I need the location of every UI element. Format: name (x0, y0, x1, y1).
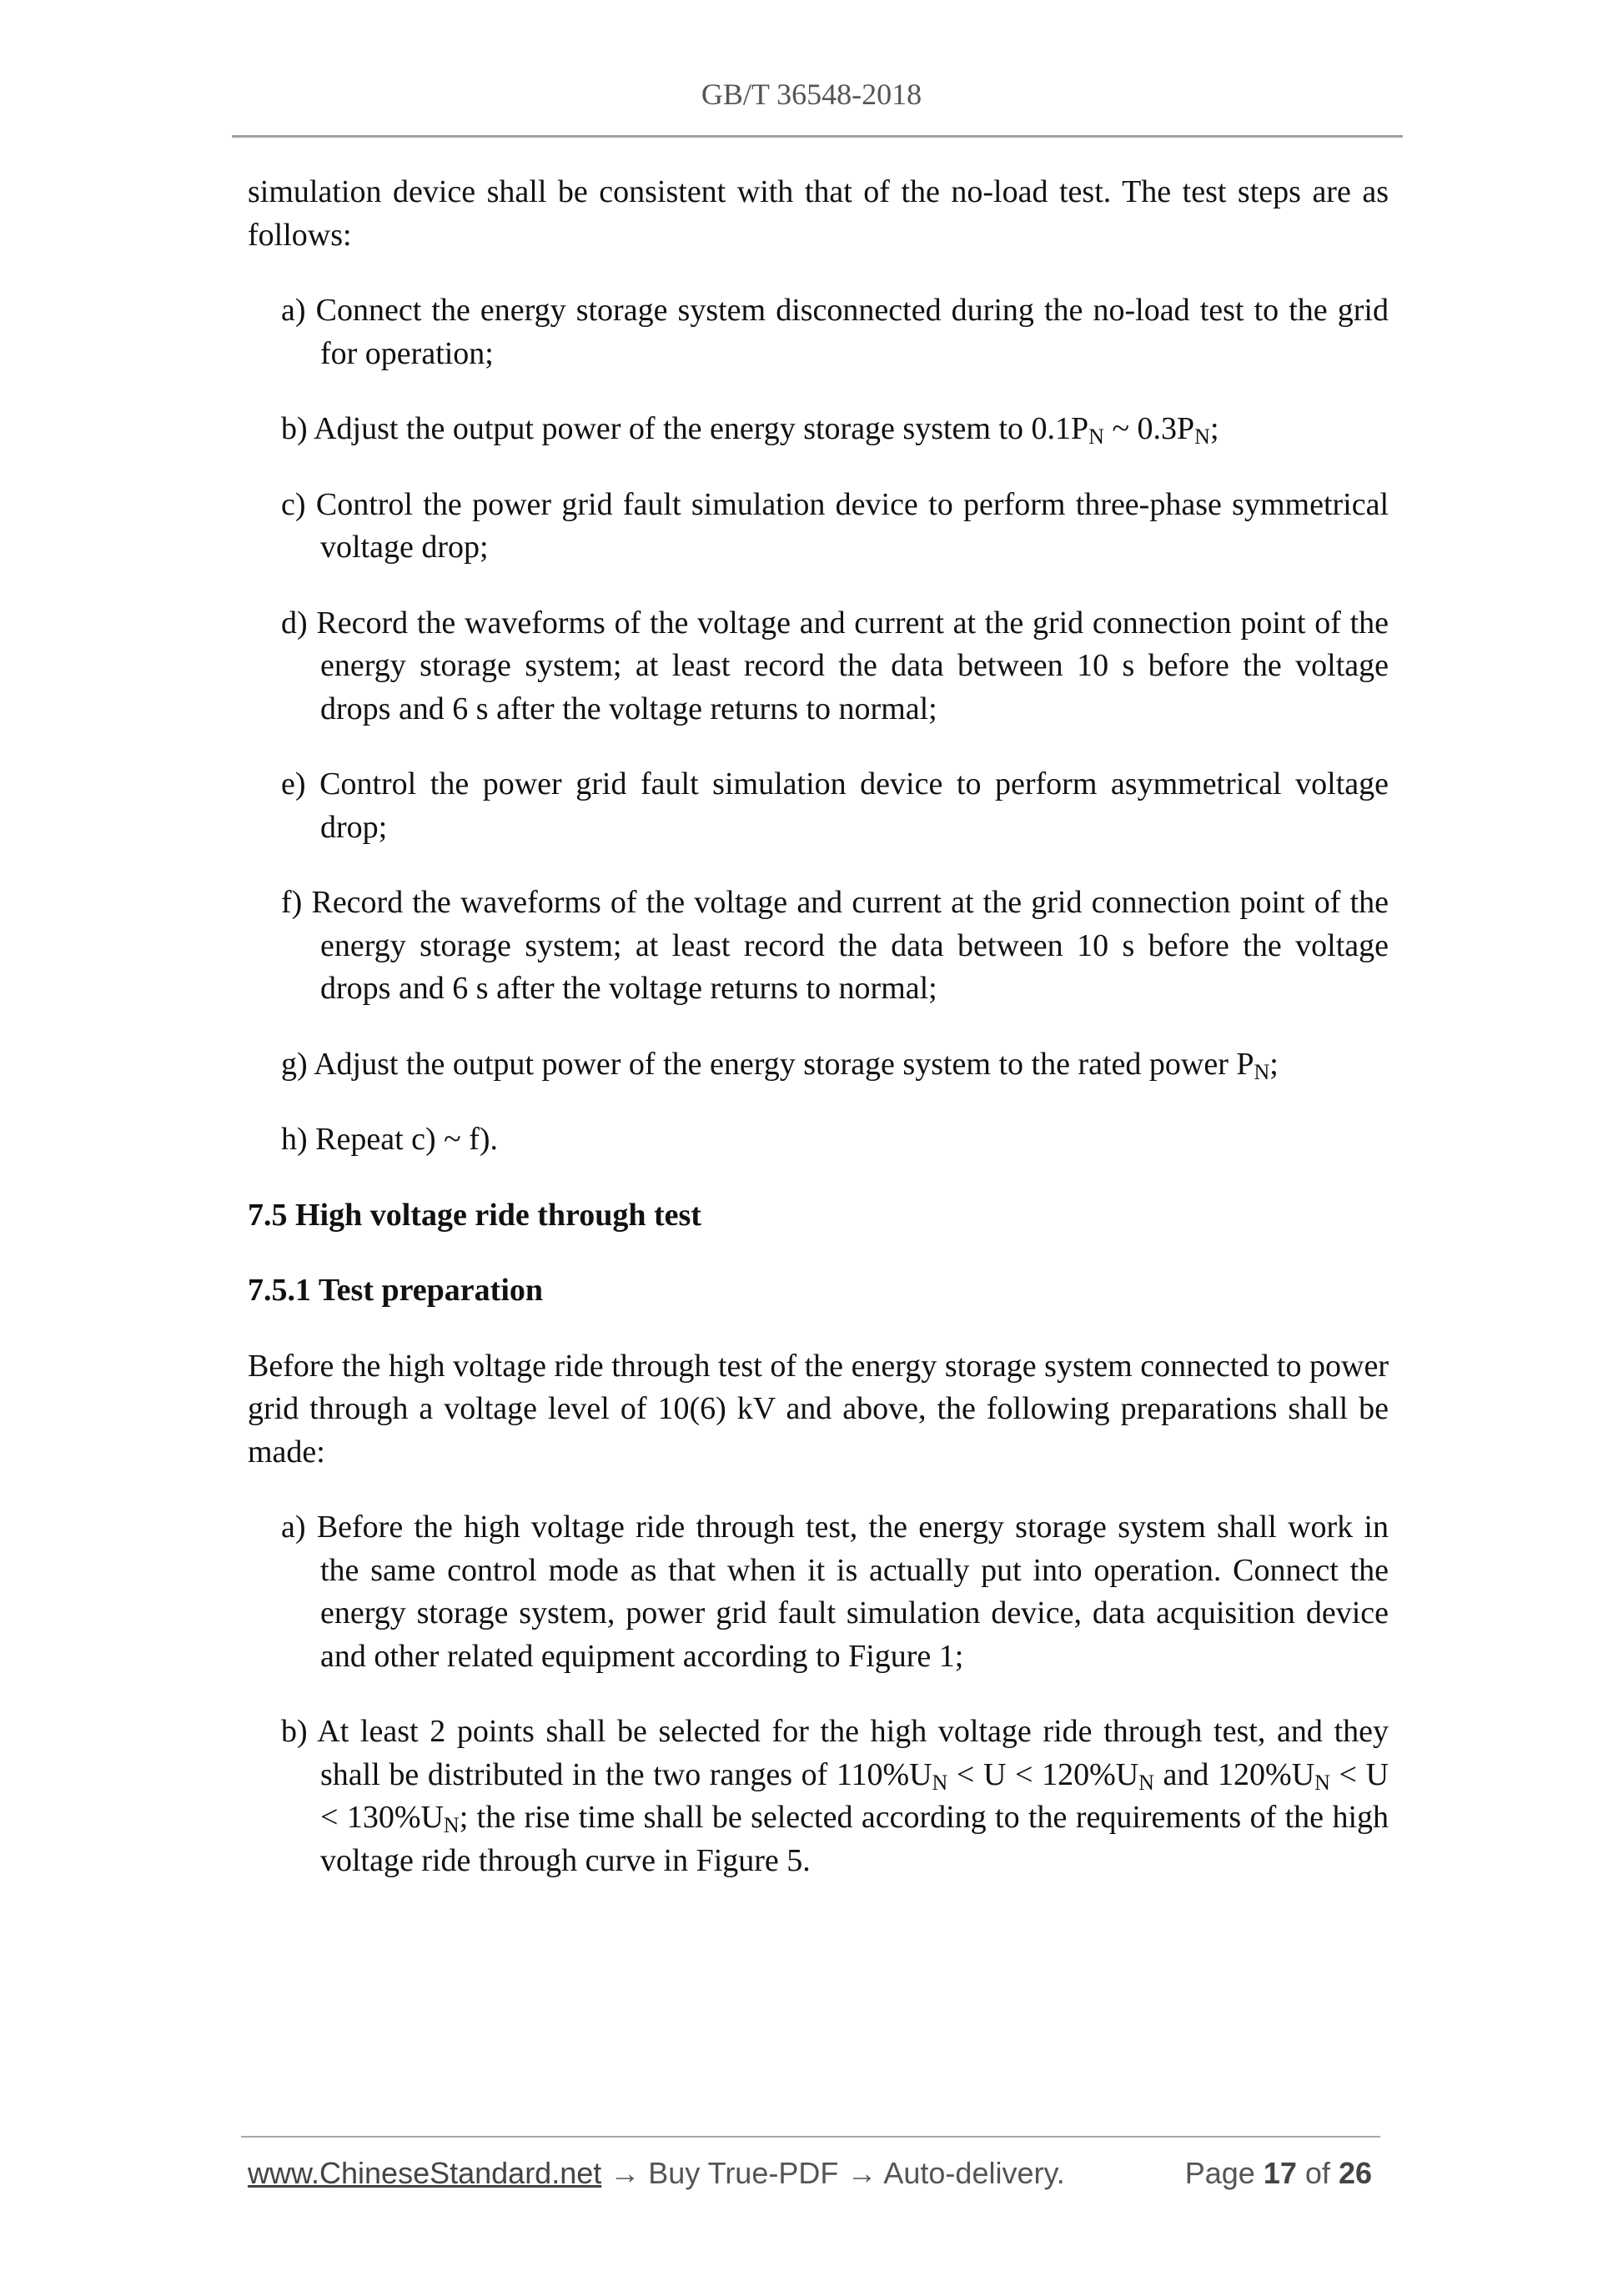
intro-paragraph: simulation device shall be consistent with that of the no-load test. The test steps are as follows: (248, 174, 1389, 253)
step-label: f) (281, 885, 303, 920)
step-b: b) Adjust the output power of the energy storage system to $0.1P_N$ ~ $0.3P_N$; (281, 411, 1219, 449)
step-c (248, 484, 1389, 570)
step-g: g) Adjust the output power of the energy storage system to the rated power $P_N$; (281, 1046, 1279, 1084)
page-footer (248, 2156, 1380, 2198)
header-divider (232, 135, 1403, 138)
step-a (248, 289, 1389, 375)
current-page: 17 (1263, 2156, 1297, 2190)
step-text: Record the waveforms of the voltage and current at the grid connection point of the energy storage system; at least record the data between 10 s before the voltage drops and 6 s after the voltage returns to normal; (316, 605, 1389, 726)
page-content (248, 171, 1389, 1915)
buy-text: Buy True-PDF (648, 2156, 839, 2190)
subsection-heading: 7.5.1 Test preparation (248, 1273, 544, 1308)
arrow-right-icon: → (610, 2156, 641, 2190)
total-pages: 26 (1338, 2156, 1372, 2190)
prep-item-a (248, 1506, 1389, 1678)
step-label: g) (281, 1046, 308, 1082)
footer-promo (248, 2156, 1065, 2191)
step-text: Connect the energy storage system disconnected during the no-load test to the grid for operation; (315, 293, 1389, 371)
step-e (248, 763, 1389, 849)
item-label: b) (281, 1714, 308, 1749)
step-text: Record the waveforms of the voltage and current at the grid connection point of the energy storage system; at least record the data between 10 s before the voltage drops and 6 s after the voltage returns to normal; (311, 885, 1389, 1006)
footer-divider (241, 2136, 1380, 2138)
item-text: Before the high voltage ride through test, the energy storage system shall work in the same control mode as that when it is actually put into operation. Connect the energy storage system, power grid fault simulation device, data acquisition device and other related equipment according to Figure 1; (316, 1510, 1389, 1674)
step-text: Control the power grid fault simulation device to perform three-phase symmetrical voltage drop; (315, 486, 1389, 565)
step-label: b) (281, 411, 308, 446)
prep-intro-paragraph: Before the high voltage ride through test of the energy storage system connected to power grid through a voltage level of 10(6) kV and above, the following preparations shall be made: (248, 1348, 1389, 1470)
step-label: e) (281, 766, 306, 801)
step-label: d) (281, 605, 308, 641)
step-text: Repeat c) ~ f). (315, 1122, 499, 1157)
section-heading: 7.5 High voltage ride through test (248, 1197, 701, 1233)
arrow-right-icon: → (847, 2156, 877, 2190)
step-f (248, 882, 1389, 1011)
delivery-text: Auto-delivery. (883, 2156, 1065, 2190)
prep-item-b: b) At least 2 points shall be selected for the high voltage ride through test, and they shall be distributed in the two ranges of $110\%U_N < U < 120\%U_N$ and $120\%U_N < U < 130\%U_N$; the rise time shall be selected according to the requirements of the high voltage ride through curve in Figure 5. (281, 1714, 1389, 1878)
document-code-header: GB/T 36548-2018 (701, 78, 922, 111)
page-number: Page 17 of 26 (1184, 2156, 1372, 2190)
step-h (248, 1118, 1389, 1162)
chinesestandard-link[interactable]: www.ChineseStandard.net (248, 2156, 602, 2190)
step-label: a) (281, 293, 306, 328)
step-text: Control the power grid fault simulation device to perform asymmetrical voltage drop; (319, 766, 1389, 845)
step-d (248, 602, 1389, 731)
item-label: a) (281, 1510, 306, 1545)
step-label: c) (281, 486, 306, 522)
step-label: h) (281, 1122, 308, 1157)
